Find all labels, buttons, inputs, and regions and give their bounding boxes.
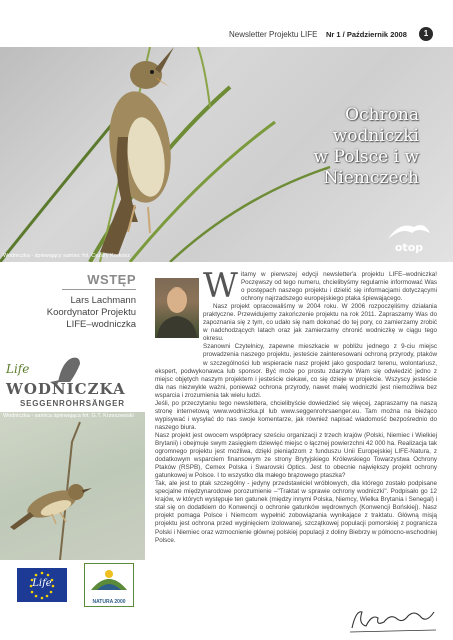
natura-2000-logo [84, 563, 134, 607]
hero-title-line: Niemczech [323, 168, 419, 188]
logo-seggen-text: SEGGENROHRSÄNGER [20, 399, 125, 408]
logo-wodniczka-text: WODNICZKA [6, 380, 126, 398]
photo-caption: Wodniczka - samica śpiewająca fot. G.T. Krzeszewski [3, 413, 134, 419]
article-body [155, 266, 437, 545]
heading-divider [62, 289, 136, 290]
second-bird-photo [0, 412, 145, 560]
page-number-badge: 1 [419, 27, 433, 41]
page-header [0, 0, 453, 47]
eu-life-logo [17, 568, 67, 602]
article-paragraph: Nasz projekt opracowaliśmy w 2004 roku. W 2006 rozpoczęliśmy działania praktyczne. Przewidujemy zakończenie projektu na rok 2011. Zapraszamy Was do zapoznania się z tym, co udało się nam dokonać do tej pory, co zamierzamy zrobić w nadchodzących latach oraz jak zamierzamy chronić wodniczkę w ciągu tego okresu. [203, 303, 437, 343]
hero-title-line: w Polsce i w [313, 147, 419, 167]
article-paragraph: Nasz projekt jest owocem współpracy sześciu organizacji z trzech krajów (Polski, Niemiec i Wielkiej Brytanii) i obejmuje swym zasięgiem dziewięć miejsc o łącznej powierzchni 42 000 ha. Realizacja tak ogromnego projektu jest możliwa, dzięki pieniądzom z funduszu Unii Europejskiej LIFE-Natura, z dodatkowym wsparciem finansowym ze strony Brytyjskiego Królewskiego Towarzystwa Ochrony Ptaków (RSPB), Cemex Polska i Swarovski Optics. Jest to obecnie największy projekt ochrony gatunkowej w Polsce. I to wszystko dla małego brązowego ptaszka? [155, 431, 437, 480]
article-paragraph: Szanowni Czytelnicy, zapewne mieszkacie w pobliżu jednego z 9-ciu miejsc prowadzenia naszego projektu, jesteście zainteresowani ochroną przyrody, ptaków w szczególności lub wspieracie nasz projekt jako gospodarz terenu, wolontariusz, ekspert, podwykonawca lub sponsor. Być może po prostu zdarzyło Wam się odwiedzić jedno z miejsc objętych naszym projektem i jesteście ciekawi, co się dzieje w projekcie. Wszyscy jesteście dla nas niezwykle ważni, ponieważ ochrona przyrody, nawet małej wodniczki jest niemożliwa bez wsparcia i zrozumienia tak wielu ludzi. [155, 343, 437, 399]
author-name: Lars Lachmann [70, 295, 136, 306]
article-paragraph: itamy w pierwszej edycji newsletter'a projektu LIFE–wodniczka! Poczęwszy od tego numeru, chcielibyśmy regularnie informować Was o postępach naszego projektu i dzielić się informacjami dotyczącymi ochrony najrzadszego europejskiego ptaka śpiewającego. [240, 271, 437, 303]
bird-on-stem-illustration [0, 412, 145, 560]
author-role: Koordynator Projektu [46, 307, 136, 318]
section-heading: WSTĘP [87, 272, 136, 287]
author-block [30, 295, 136, 331]
hero-title-line: Ochrona [345, 105, 419, 125]
eu-life-text: Life [32, 578, 52, 589]
life-wodniczka-logo [0, 352, 145, 412]
article-paragraph: Tak, ale jest to ptak szczególny - jedyny przedstawiciel wróblowych, dla którego zostało podpisane specjalne międzynarodowe porozumienie –"Traktat w sprawie ochrony wodniczki". Podpisało go 12 krajów, w których występuje ten gatunek (między innymi Polska, Niemcy, Wielka Brytania i Senegal) i stał się on dodatkiem do Konwencji o ochronie gatunków wędrownych (Konwencji Bońskiej). Nasz projekt pomaga Polsce i Niemcom wypełnić zobowiązania wynikające z traktatu. Główną misją projektu jest ochrona przed wyginięciem izolowanej, szczątkowej populacji pomorskiej z pogranicza Polski i Niemiec oraz wzmocnienie głównej polskiej populacji z doliny Biebrzy w północno-wschodniej Polsce. [155, 480, 437, 544]
newsletter-title: Newsletter Projektu LIFE [229, 30, 318, 39]
natura-text: NATURA 2000 [92, 599, 126, 605]
portrait-spacer [155, 300, 203, 360]
author-signature [346, 604, 438, 636]
hero-photo [0, 47, 453, 262]
author-project: LIFE–wodniczka [66, 319, 136, 330]
otop-logo [382, 219, 436, 253]
logo-life-text: Life [6, 362, 30, 376]
hero-title-line: wodniczki [332, 126, 419, 146]
natura-emblem-icon [85, 564, 133, 598]
article-paragraph: Jeśli, po przeczytaniu tego newslettera, chcielibyście dowiedzieć się więcej, zapraszamy na naszą stronę internetową www.wodniczka.pl lub www.seggenrohrsaenger.eu. Tam można na bieżąco wypisywać i wysyłać do nas swoje komentarze, jak również napisać wiadomość bezpośrednio do naszego biura. [155, 399, 437, 431]
otop-logo-text: otop [394, 241, 424, 254]
drop-cap: W [203, 266, 238, 306]
photo-caption: Wodniczka - śpiewający samiec fot. Cezary Korkosz [3, 253, 131, 259]
issue-label: Nr 1 / Październik 2008 [326, 30, 407, 39]
otop-bird-icon [382, 219, 436, 243]
hero-title [209, 105, 419, 189]
